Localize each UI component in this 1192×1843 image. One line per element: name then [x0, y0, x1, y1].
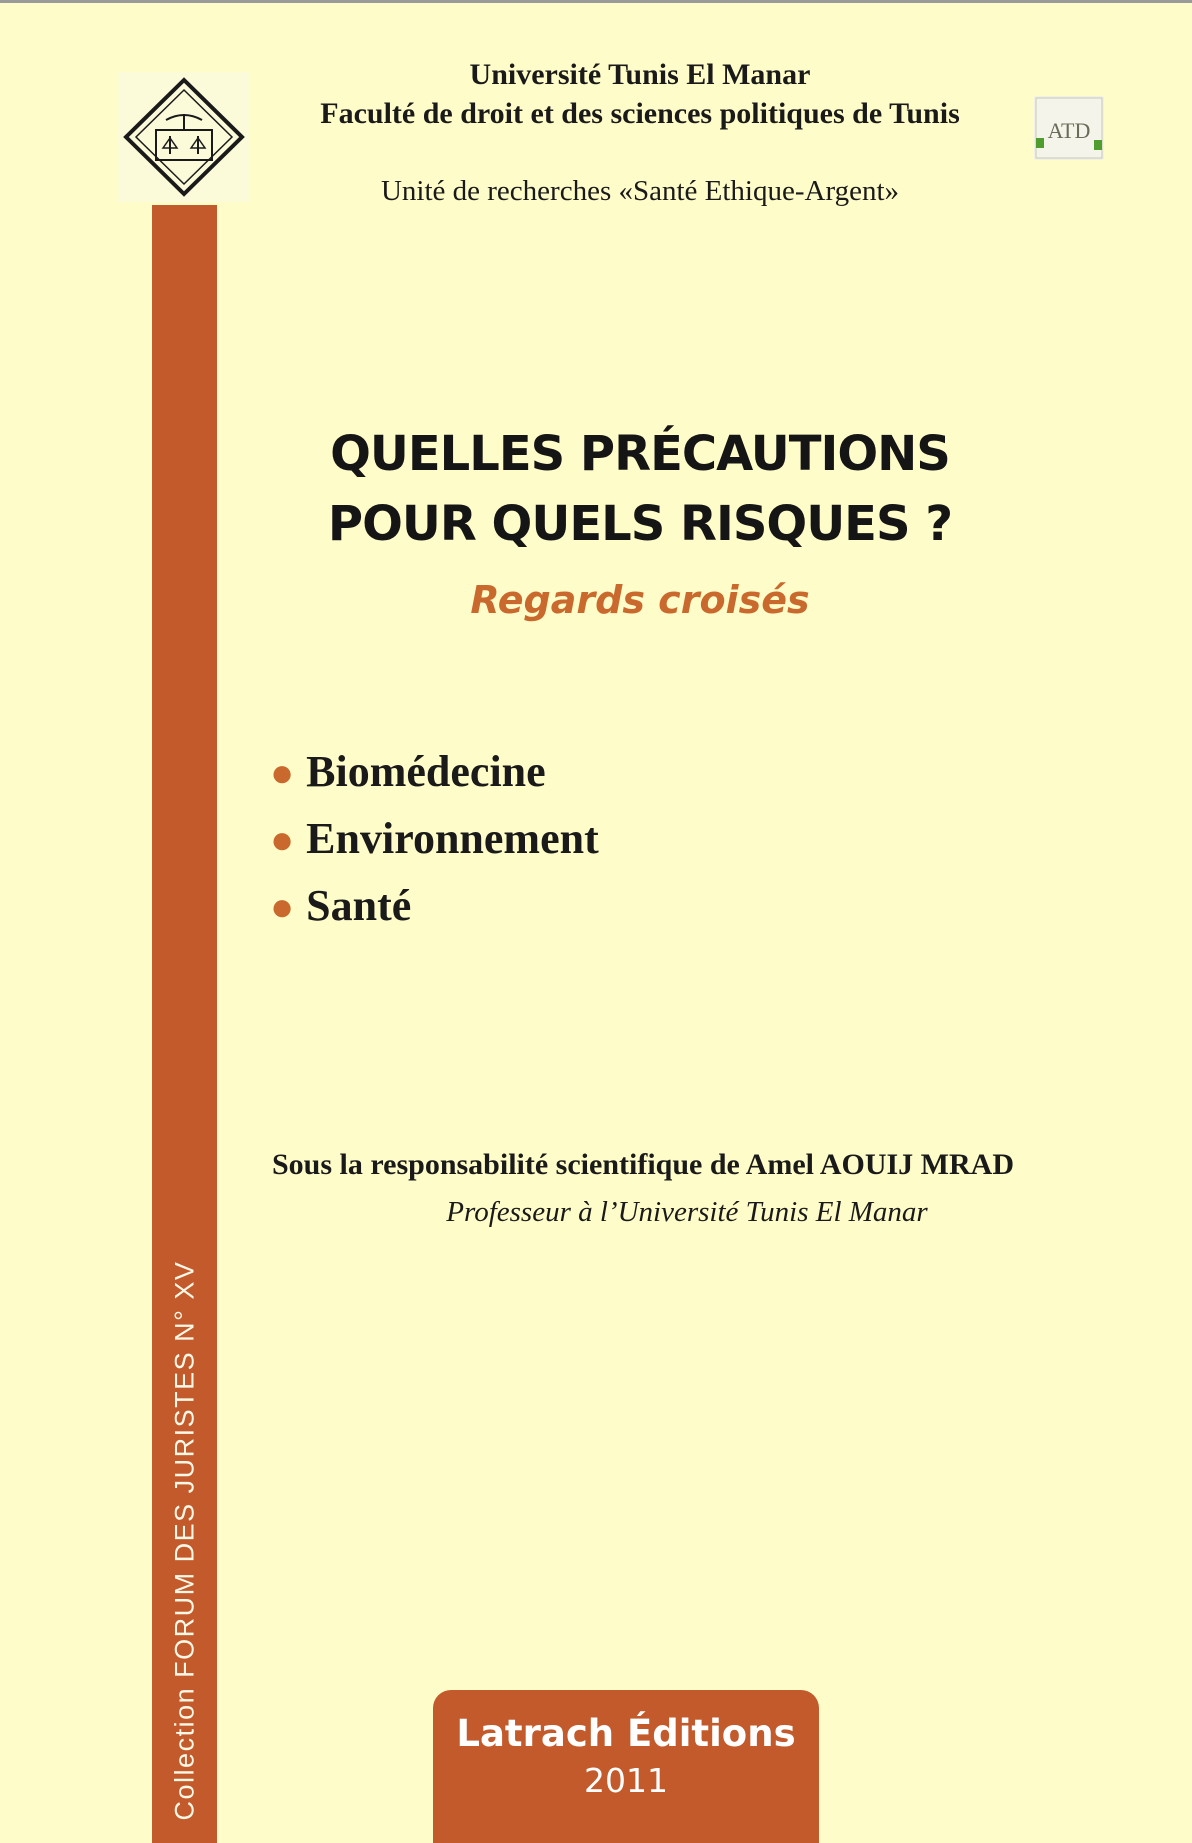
faculty-emblem-icon — [118, 72, 250, 202]
publication-year: 2011 — [584, 1761, 668, 1800]
list-item — [270, 876, 599, 943]
bullet-icon: ● — [270, 750, 295, 795]
subtitle: Regards croisés — [470, 578, 810, 622]
svg-text:ATD: ATD — [1047, 118, 1091, 143]
university-name: Université Tunis El Manar — [469, 58, 811, 91]
bullet-icon: ● — [270, 817, 295, 862]
topic-label: Biomédecine — [306, 747, 546, 796]
topic-list — [270, 742, 599, 943]
editor-responsibility: Sous la responsabilité scientifique de Amel AOUIJ MRAD — [272, 1148, 1014, 1181]
spine-label-wrapper — [152, 205, 217, 1843]
atd-logo-icon — [1034, 96, 1104, 160]
list-item — [270, 809, 599, 876]
faculty-name: Faculté de droit et des sciences politiques de Tunis — [320, 97, 960, 130]
topic-label: Environnement — [306, 814, 599, 863]
publisher-badge — [433, 1690, 819, 1843]
publisher-name: Latrach Éditions — [456, 1712, 796, 1755]
bullet-icon: ● — [270, 884, 295, 929]
collection-label: Collection FORUM DES JURISTES N° XV — [169, 1260, 199, 1821]
top-edge-line — [0, 0, 1192, 3]
list-item — [270, 742, 599, 809]
editor-role: Professeur à l’Université Tunis El Manar — [446, 1196, 928, 1228]
research-unit: Unité de recherches «Santé Ethique-Argent» — [380, 175, 900, 207]
topic-label: Santé — [306, 881, 412, 930]
title-line-2: POUR QUELS RISQUES ? — [327, 496, 953, 552]
title-line-1: QUELLES PRÉCAUTIONS — [330, 426, 950, 482]
